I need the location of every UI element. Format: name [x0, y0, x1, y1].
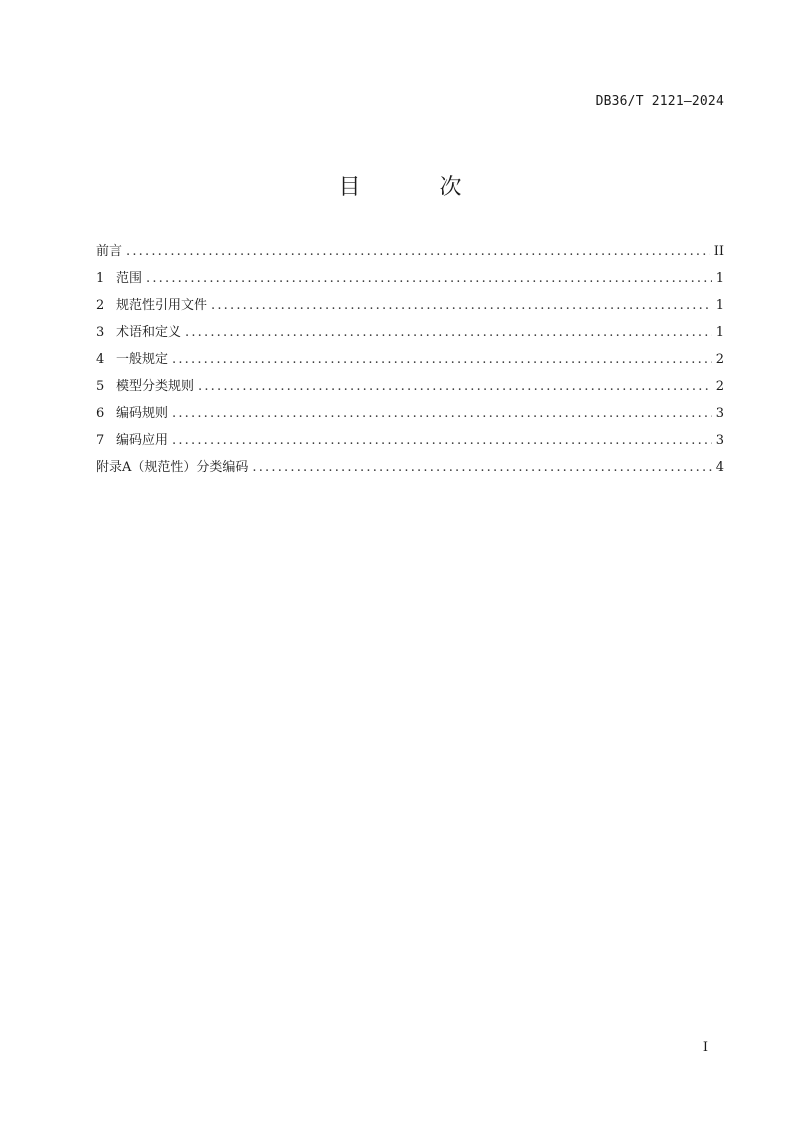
toc-entry-page: 3 — [715, 433, 724, 448]
toc-entry-number: 4 — [96, 352, 105, 367]
toc-leader-dots — [185, 323, 712, 343]
toc-leader-dots — [211, 296, 712, 316]
toc-list — [96, 242, 724, 485]
toc-entry-coding-rules[interactable] — [96, 404, 724, 431]
toc-leader-dots — [126, 242, 710, 262]
page-number: I — [702, 1040, 708, 1055]
toc-entry-page: 3 — [715, 406, 724, 421]
toc-entry-label: 编码应用 — [116, 433, 169, 448]
toc-entry-number: 2 — [96, 298, 105, 313]
toc-entry-label: 编码规则 — [116, 406, 169, 421]
toc-entry-number: 6 — [96, 406, 105, 421]
toc-entry-page: 1 — [715, 325, 724, 340]
toc-entry-model-classification[interactable] — [96, 377, 724, 404]
toc-entry-page: 1 — [715, 298, 724, 313]
toc-entry-number: 7 — [96, 433, 105, 448]
toc-leader-dots — [172, 404, 712, 424]
toc-entry-number: 3 — [96, 325, 105, 340]
toc-entry-number: 5 — [96, 379, 105, 394]
toc-entry-label: 术语和定义 — [116, 325, 182, 340]
toc-leader-dots — [172, 350, 712, 370]
toc-entry-page: 2 — [715, 352, 724, 367]
toc-entry-normative-references[interactable] — [96, 296, 724, 323]
standard-code: DB36/T 2121—2024 — [595, 94, 724, 109]
toc-entry-page: 2 — [715, 379, 724, 394]
toc-entry-foreword[interactable] — [96, 242, 724, 269]
toc-entry-coding-application[interactable] — [96, 431, 724, 458]
toc-entry-terms-definitions[interactable] — [96, 323, 724, 350]
toc-entry-appendix-a[interactable] — [96, 458, 724, 485]
toc-leader-dots — [172, 431, 712, 451]
toc-entry-label: 附录A（规范性）分类编码 — [96, 460, 249, 475]
toc-entry-page: II — [713, 244, 724, 259]
toc-entry-scope[interactable] — [96, 269, 724, 296]
toc-entry-label: 一般规定 — [116, 352, 169, 367]
toc-leader-dots — [198, 377, 712, 397]
toc-entry-number: 1 — [96, 271, 105, 286]
toc-entry-page: 4 — [715, 460, 724, 475]
toc-entry-label: 前言 — [96, 244, 123, 259]
toc-entry-label: 范围 — [116, 271, 143, 286]
toc-leader-dots — [146, 269, 712, 289]
toc-entry-label: 规范性引用文件 — [116, 298, 208, 313]
toc-title: 目 次 — [338, 175, 498, 200]
toc-entry-general-provisions[interactable] — [96, 350, 724, 377]
toc-entry-label: 模型分类规则 — [116, 379, 195, 394]
toc-leader-dots — [252, 458, 711, 478]
toc-entry-page: 1 — [715, 271, 724, 286]
